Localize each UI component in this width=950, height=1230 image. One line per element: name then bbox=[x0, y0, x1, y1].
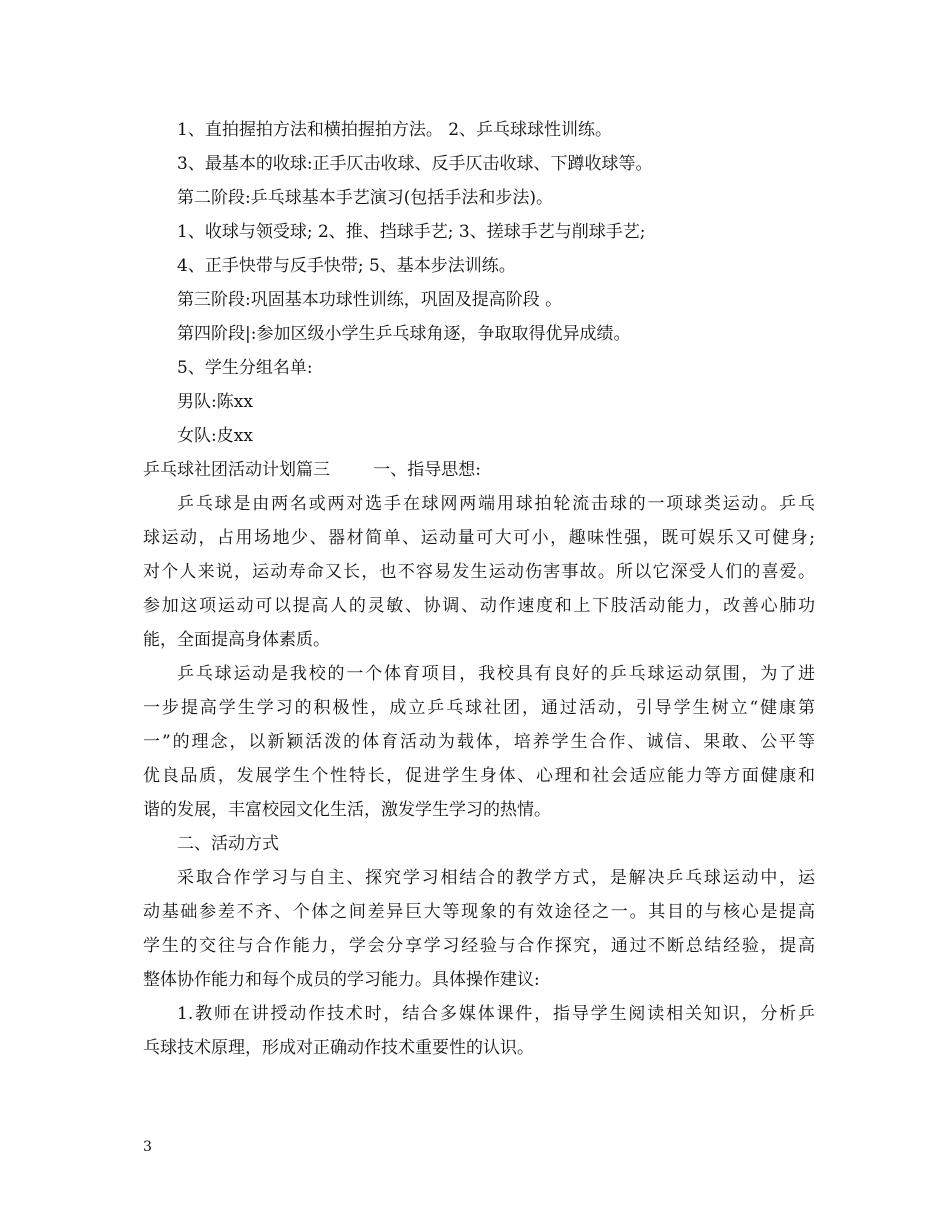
paragraph-line: 乓球技术原理，形成对正确动作技术重要性的认识。 bbox=[143, 1038, 534, 1058]
paragraph-line: 能，全面提高身体素质。 bbox=[143, 630, 330, 650]
paragraph-line: 优良品质，发展学生个性特长，促进学生身体、心理和社会适应能力等方面健康和 bbox=[143, 766, 815, 786]
paragraph-line: 动基础参差不齐、个体之间差异巨大等现象的有效途径之一。其目的与核心是提高 bbox=[143, 902, 815, 922]
paragraph-line: 参加这项运动可以提高人的灵敏、协调、动作速度和上下肢活动能力，改善心肺功 bbox=[143, 596, 815, 616]
text-line: 第四阶段|:参加区级小学生乒乓球角逐，争取取得优异成绩。 bbox=[177, 324, 631, 344]
paragraph-line: 采取合作学习与自主、探究学习相结合的教学方式，是解决乒乓球运动中，运 bbox=[177, 868, 815, 888]
paragraph-line: 对个人来说，运动寿命又长，也不容易发生运动伤害事故。所以它深受人们的喜爱。 bbox=[143, 562, 815, 582]
text-line: 5、学生分组名单: bbox=[177, 358, 313, 378]
paragraph-2 bbox=[143, 657, 815, 827]
text-line: 3、最基本的收球:正手仄击收球、反手仄击收球、下蹲收球等。 bbox=[177, 154, 653, 174]
text-line: 男队:陈xx bbox=[177, 392, 253, 412]
paragraph-line: 1.教师在讲授动作技术时，结合多媒体课件，指导学生阅读相关知识，分析乒 bbox=[177, 1004, 815, 1024]
paragraph-line: 学生的交往与合作能力，学会分享学习经验与合作探究，通过不断总结经验，提高 bbox=[143, 936, 815, 956]
section-heading-line: 乒乓球社团活动计划篇三 一、指导思想: bbox=[143, 460, 481, 480]
paragraph-line: 一步提高学生学习的积极性，成立乒乓球社团，通过活动，引导学生树立“健康第 bbox=[143, 698, 815, 718]
paragraph-line: 球运动，占用场地少、器材简单、运动量可大可小，趣味性强，既可娱乐又可健身; bbox=[143, 528, 815, 548]
page-number: 3 bbox=[143, 1139, 152, 1155]
paragraph-line: 谐的发展，丰富校园文化生活，激发学生学习的热情。 bbox=[143, 800, 551, 820]
text-line: 第三阶段:巩固基本功球性训练，巩固及提高阶段 。 bbox=[177, 290, 563, 310]
text-line: 第二阶段:乒乓球基本手艺演习(包括手法和步法)。 bbox=[177, 188, 553, 208]
paragraph-3 bbox=[143, 861, 815, 997]
paragraph-4 bbox=[143, 997, 815, 1065]
text-line: 女队:皮xx bbox=[177, 426, 253, 446]
paragraph-line: 整体协作能力和每个成员的学习能力。具体操作建议: bbox=[143, 970, 540, 990]
text-line: 4、正手快带与反手快带; 5、基本步法训练。 bbox=[177, 256, 516, 276]
text-line: 1、收球与领受球; 2、推、挡球手艺; 3、搓球手艺与削球手艺; bbox=[177, 222, 646, 242]
paragraph-1 bbox=[143, 487, 815, 657]
section-heading: 二、活动方式 bbox=[177, 834, 279, 854]
paragraph-line: 乒乓球是由两名或两对选手在球网两端用球拍轮流击球的一项球类运动。乒乓 bbox=[177, 494, 815, 514]
paragraph-line: 一”的理念，以新颖活泼的体育活动为载体，培养学生合作、诚信、果敢、公平等 bbox=[143, 732, 815, 752]
paragraph-line: 乒乓球运动是我校的一个体育项目，我校具有良好的乒乓球运动氛围，为了进 bbox=[177, 664, 815, 684]
text-line: 1、直拍握拍方法和横拍握拍方法。 2、乒乓球球性训练。 bbox=[177, 120, 613, 140]
page-content bbox=[143, 113, 815, 1065]
